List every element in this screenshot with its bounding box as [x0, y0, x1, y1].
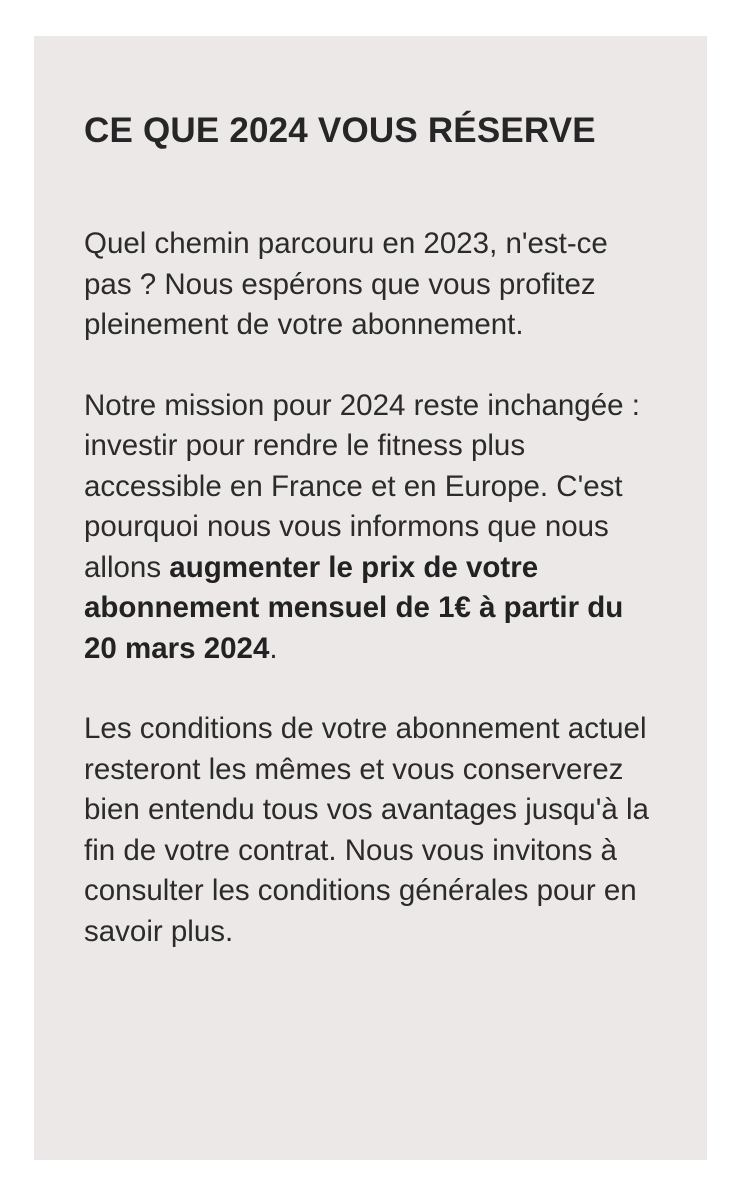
paragraph-intro: Quel chemin parcouru en 2023, n'est-ce pas ? Nous espérons que vous profitez pleinement de votre abonnement.	[84, 227, 608, 341]
card-title: CE QUE 2024 VOUS RÉSERVE	[84, 111, 596, 150]
announcement-card	[34, 36, 707, 1160]
paragraph-conditions: Les conditions de votre abonnement actuel resteront les mêmes et vous conserverez bien entendu tous vos avantages jusqu'à la fin de votre contrat. Nous vous invitons à consulter les conditions générales pour en savoir plus.	[84, 712, 649, 948]
price-increase-highlight: augmenter le prix de votre abonnement mensuel de 1€ à partir du 20 mars 2024	[84, 550, 624, 665]
mission-text: Notre mission pour 2024 reste inchangée : investir pour rendre le fitness plus accessible en France et en Europe. C'est pourquoi nous vous informons que nous allons	[84, 388, 640, 584]
mission-period: .	[269, 631, 278, 665]
paragraph-mission	[84, 386, 657, 670]
